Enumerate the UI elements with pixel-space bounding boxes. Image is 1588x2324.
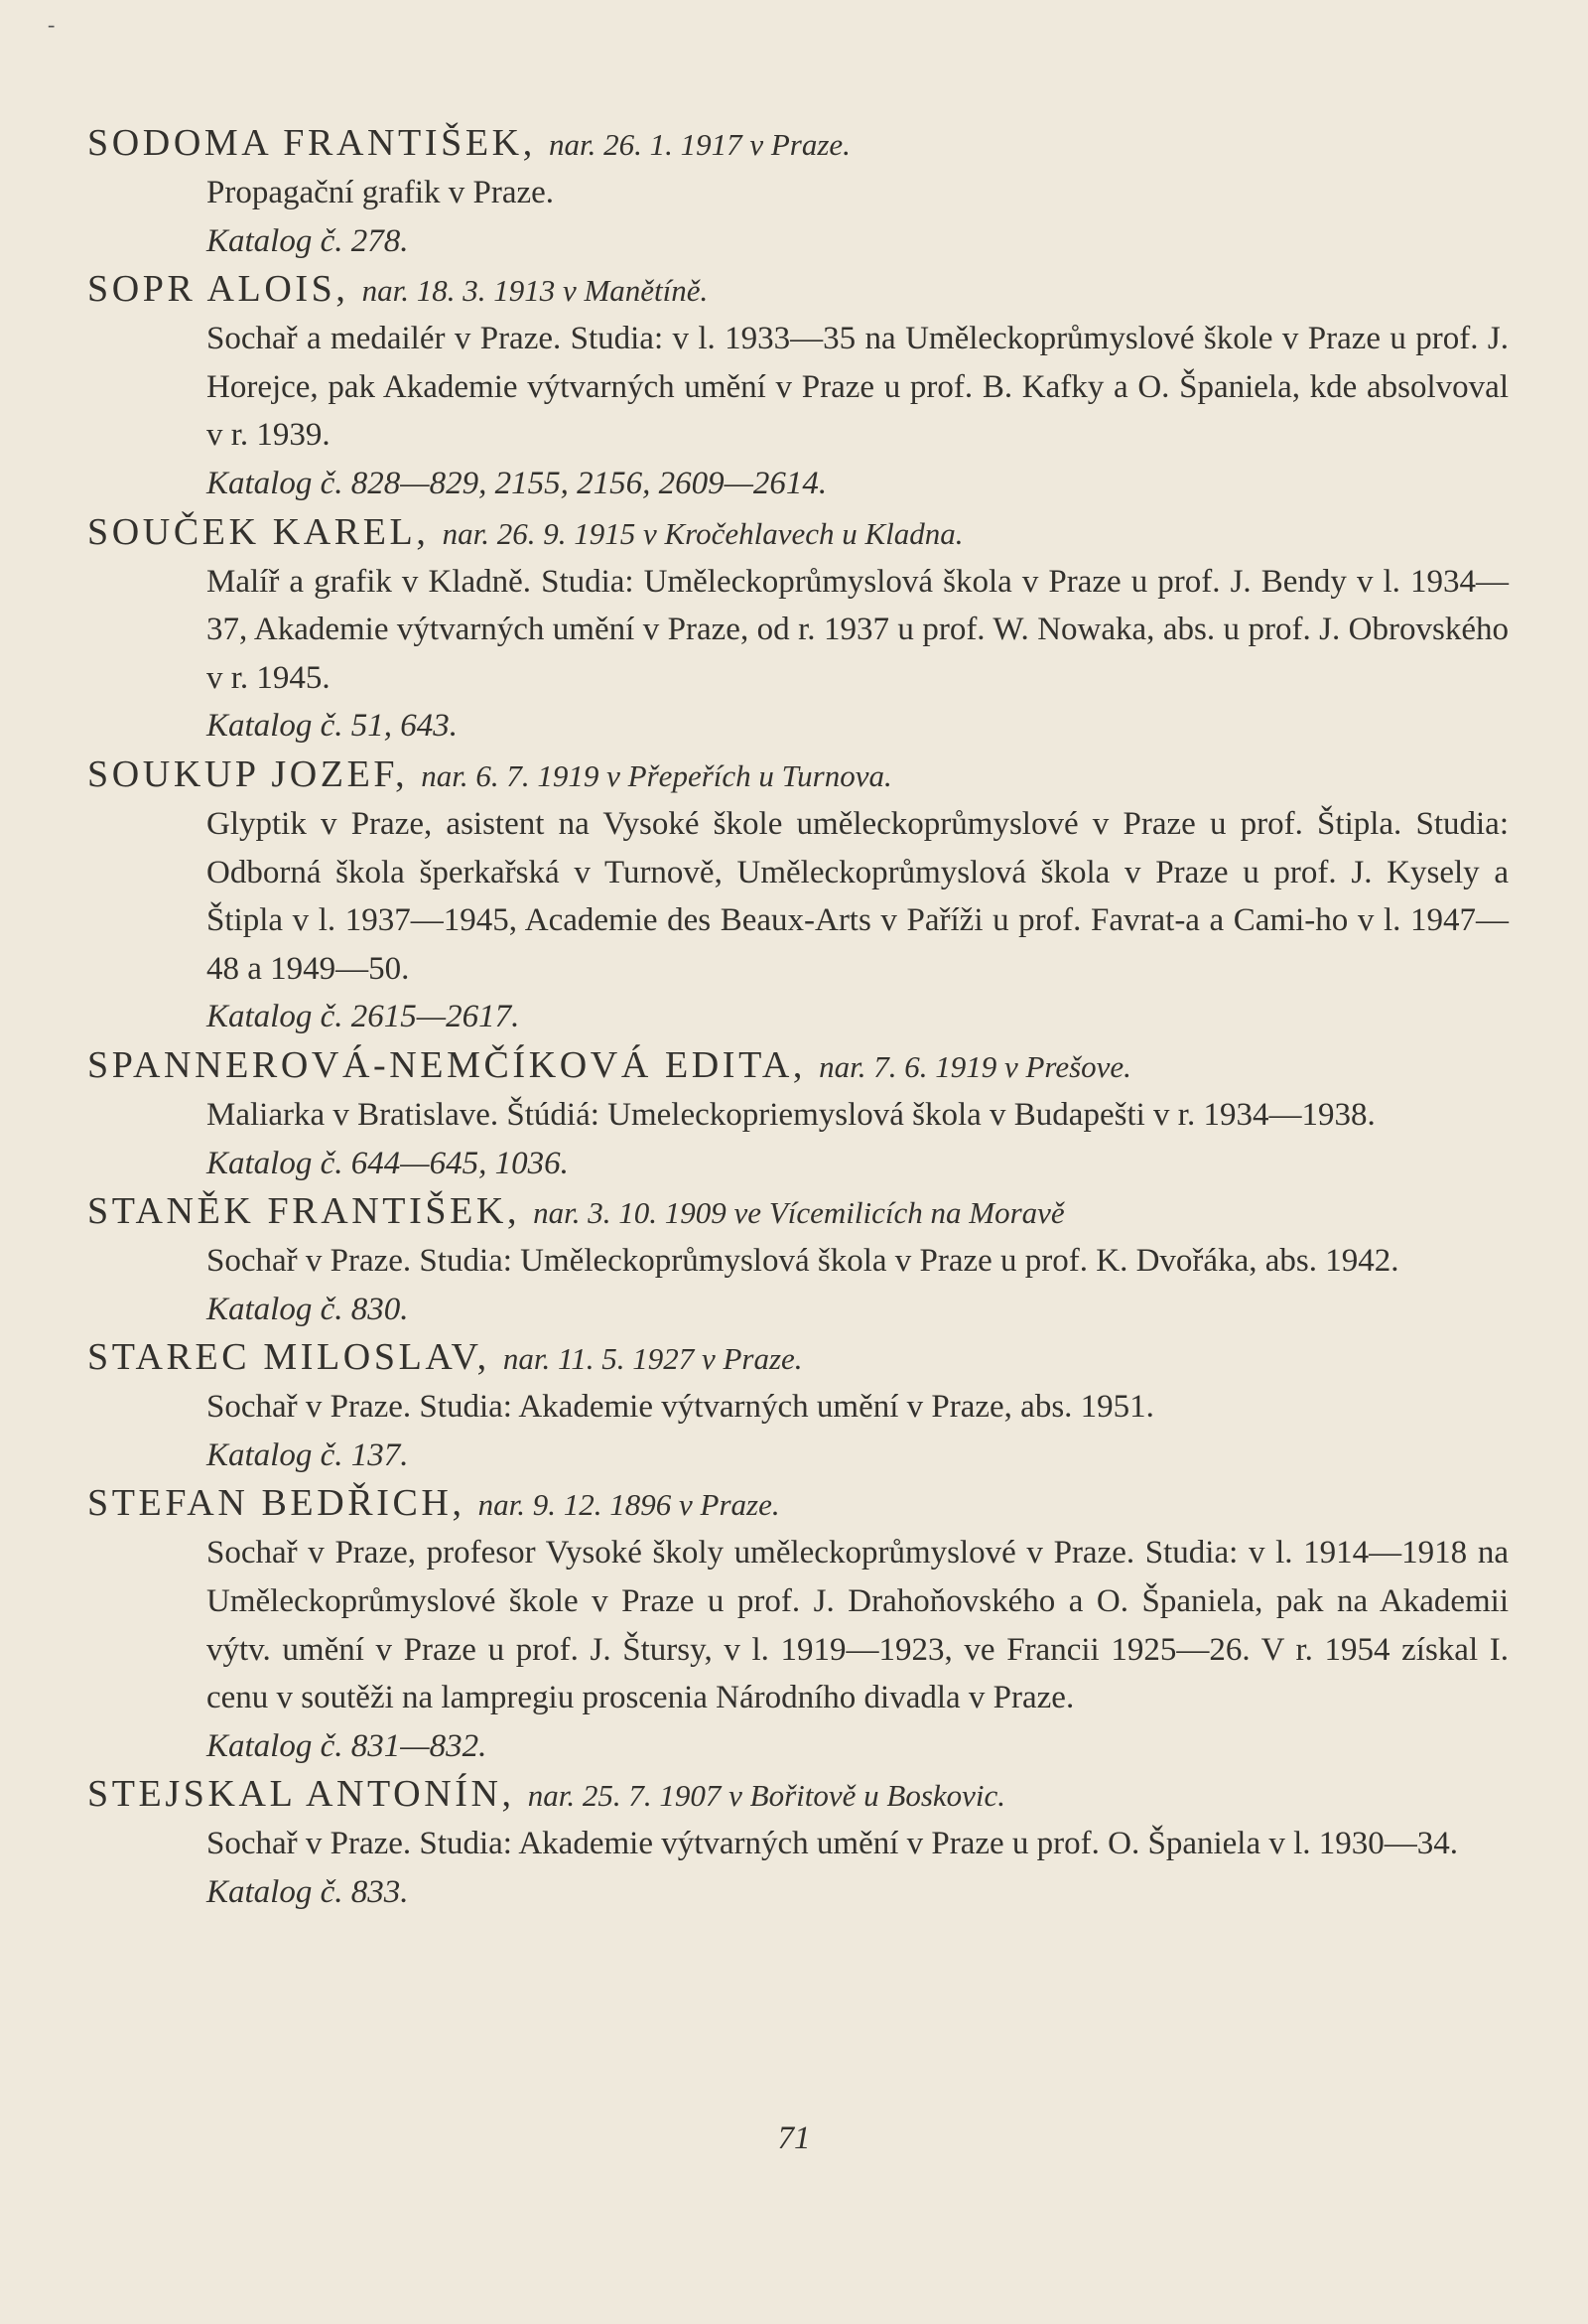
entry-name: STEFAN BEDŘICH, [87,1482,465,1525]
entry-stanek [87,1187,1509,1333]
page-number: 71 [777,2120,811,2156]
entry-text: Sochař a medailér v Praze. Studia: v l. 1933—35 na Uměleckoprůmyslové škole v Praze u prof. J. Horejce, pak Akademie výtvarných umění v Praze u prof. B. Kafky a O. Španiela, kde absolvoval v r. 1939. [206,321,1509,454]
entry-born: nar. 11. 5. 1927 v Praze. [502,1341,803,1377]
entry-born: nar. 25. 7. 1907 v Bořitově u Boskovic. [527,1778,1006,1814]
entry-catalog: Katalog č. 831—832. [206,1727,487,1764]
entry-catalog: Katalog č. 278. [206,222,409,259]
entry-catalog: Katalog č. 644—645, 1036. [206,1145,569,1181]
entry-born: nar. 6. 7. 1919 v Přepeřích u Turnova. [421,757,892,793]
entry-name: SOUČEK KAREL, [87,510,430,553]
entry-born: nar. 7. 6. 1919 v Prešove. [819,1048,1131,1084]
entry-catalog: Katalog č. 2615—2617. [206,999,520,1035]
entry-soukup [87,751,1509,1041]
entry-text: Propagační grafik v Praze. [206,175,555,210]
entry-born: nar. 26. 1. 1917 v Praze. [548,127,851,162]
entry-name: STAREC MILOSLAV, [87,1336,490,1379]
entry-born: nar. 9. 12. 1896 v Praze. [477,1487,780,1523]
entry-catalog: Katalog č. 828—829, 2155, 2156, 2609—2614. [206,465,828,501]
entry-name: STANĚK FRANTIŠEK, [87,1190,521,1233]
entry-soucek [87,508,1509,751]
entry-text: Sochař v Praze, profesor Vysoké školy uměleckoprůmyslové v Praze. Studia: v l. 1914—1918 na Uměleckoprůmyslové škole v Praze u prof. J. Drahoňovského a O. Španiela, pak na Akademii výtv. umění v Praze u prof. J. Štursy, v l. 1919—1923, ve Francii 1925—26. V r. 1954 získal I. cenu v soutěži na lampregiu proscenia Národního divadla v Praze. [206,1535,1509,1716]
entry-text: Sochař v Praze. Studia: Uměleckoprůmyslová škola v Praze u prof. K. Dvořáka, abs. 1942. [206,1243,1399,1280]
entry-text: Malíř a grafik v Kladně. Studia: Uměleckoprůmyslová škola v Praze u prof. J. Bendy v l. 1934—37, Akademie výtvarných umění v Praze, od r. 1937 u prof. W. Nowaka, abs. u prof. J. Obrovského v r. 1945. [206,563,1509,696]
corner-mark: - [48,12,56,37]
entry-stejskal [87,1770,1509,1916]
entry-catalog: Katalog č. 830. [206,1291,409,1327]
entry-text: Glyptik v Praze, asistent na Vysoké škole uměleckoprůmyslové v Praze u prof. Štipla. Studia: Odborná škola šperkařská v Turnově, Uměleckoprůmyslová škola v Praze u prof. J. Kysely a Štipla v l. 1937—1945, Academie des Beaux-Arts v Paříži u prof. Favrat-a a Cami-ho v l. 1947—48 a 1949—50. [206,805,1509,987]
entry-born: nar. 26. 9. 1915 v Kročehlavech u Kladna. [442,515,964,551]
entry-catalog: Katalog č. 51, 643. [206,708,458,745]
entry-name: STEJSKAL ANTONÍN, [87,1773,515,1816]
entry-sopr [87,265,1509,507]
catalog-page [87,119,1509,1917]
entry-catalog: Katalog č. 833. [206,1874,409,1911]
entry-spannerova [87,1041,1509,1187]
entry-name: SODOMA FRANTIŠEK, [87,122,536,164]
entry-catalog: Katalog č. 137. [206,1436,409,1473]
entry-text: Maliarka v Bratislave. Štúdiá: Umeleckopriemyslová škola v Budapešti v r. 1934—1938. [206,1096,1376,1133]
entry-starec [87,1333,1509,1479]
entry-text: Sochař v Praze. Studia: Akademie výtvarných umění v Praze, abs. 1951. [206,1389,1154,1426]
entry-born: nar. 18. 3. 1913 v Manětíně. [361,273,709,309]
entry-text: Sochař v Praze. Studia: Akademie výtvarných umění v Praze u prof. O. Španiela v l. 1930—34. [206,1826,1459,1862]
entry-born: nar. 3. 10. 1909 ve Vícemilicích na Moravě [533,1195,1065,1231]
entry-name: SOPR ALOIS, [87,268,349,311]
entry-name: SPANNEROVÁ-NEMČÍKOVÁ EDITA, [87,1043,806,1086]
entry-sodoma [87,119,1509,265]
entry-name: SOUKUP JOZEF, [87,752,409,795]
entry-stefan [87,1479,1509,1770]
